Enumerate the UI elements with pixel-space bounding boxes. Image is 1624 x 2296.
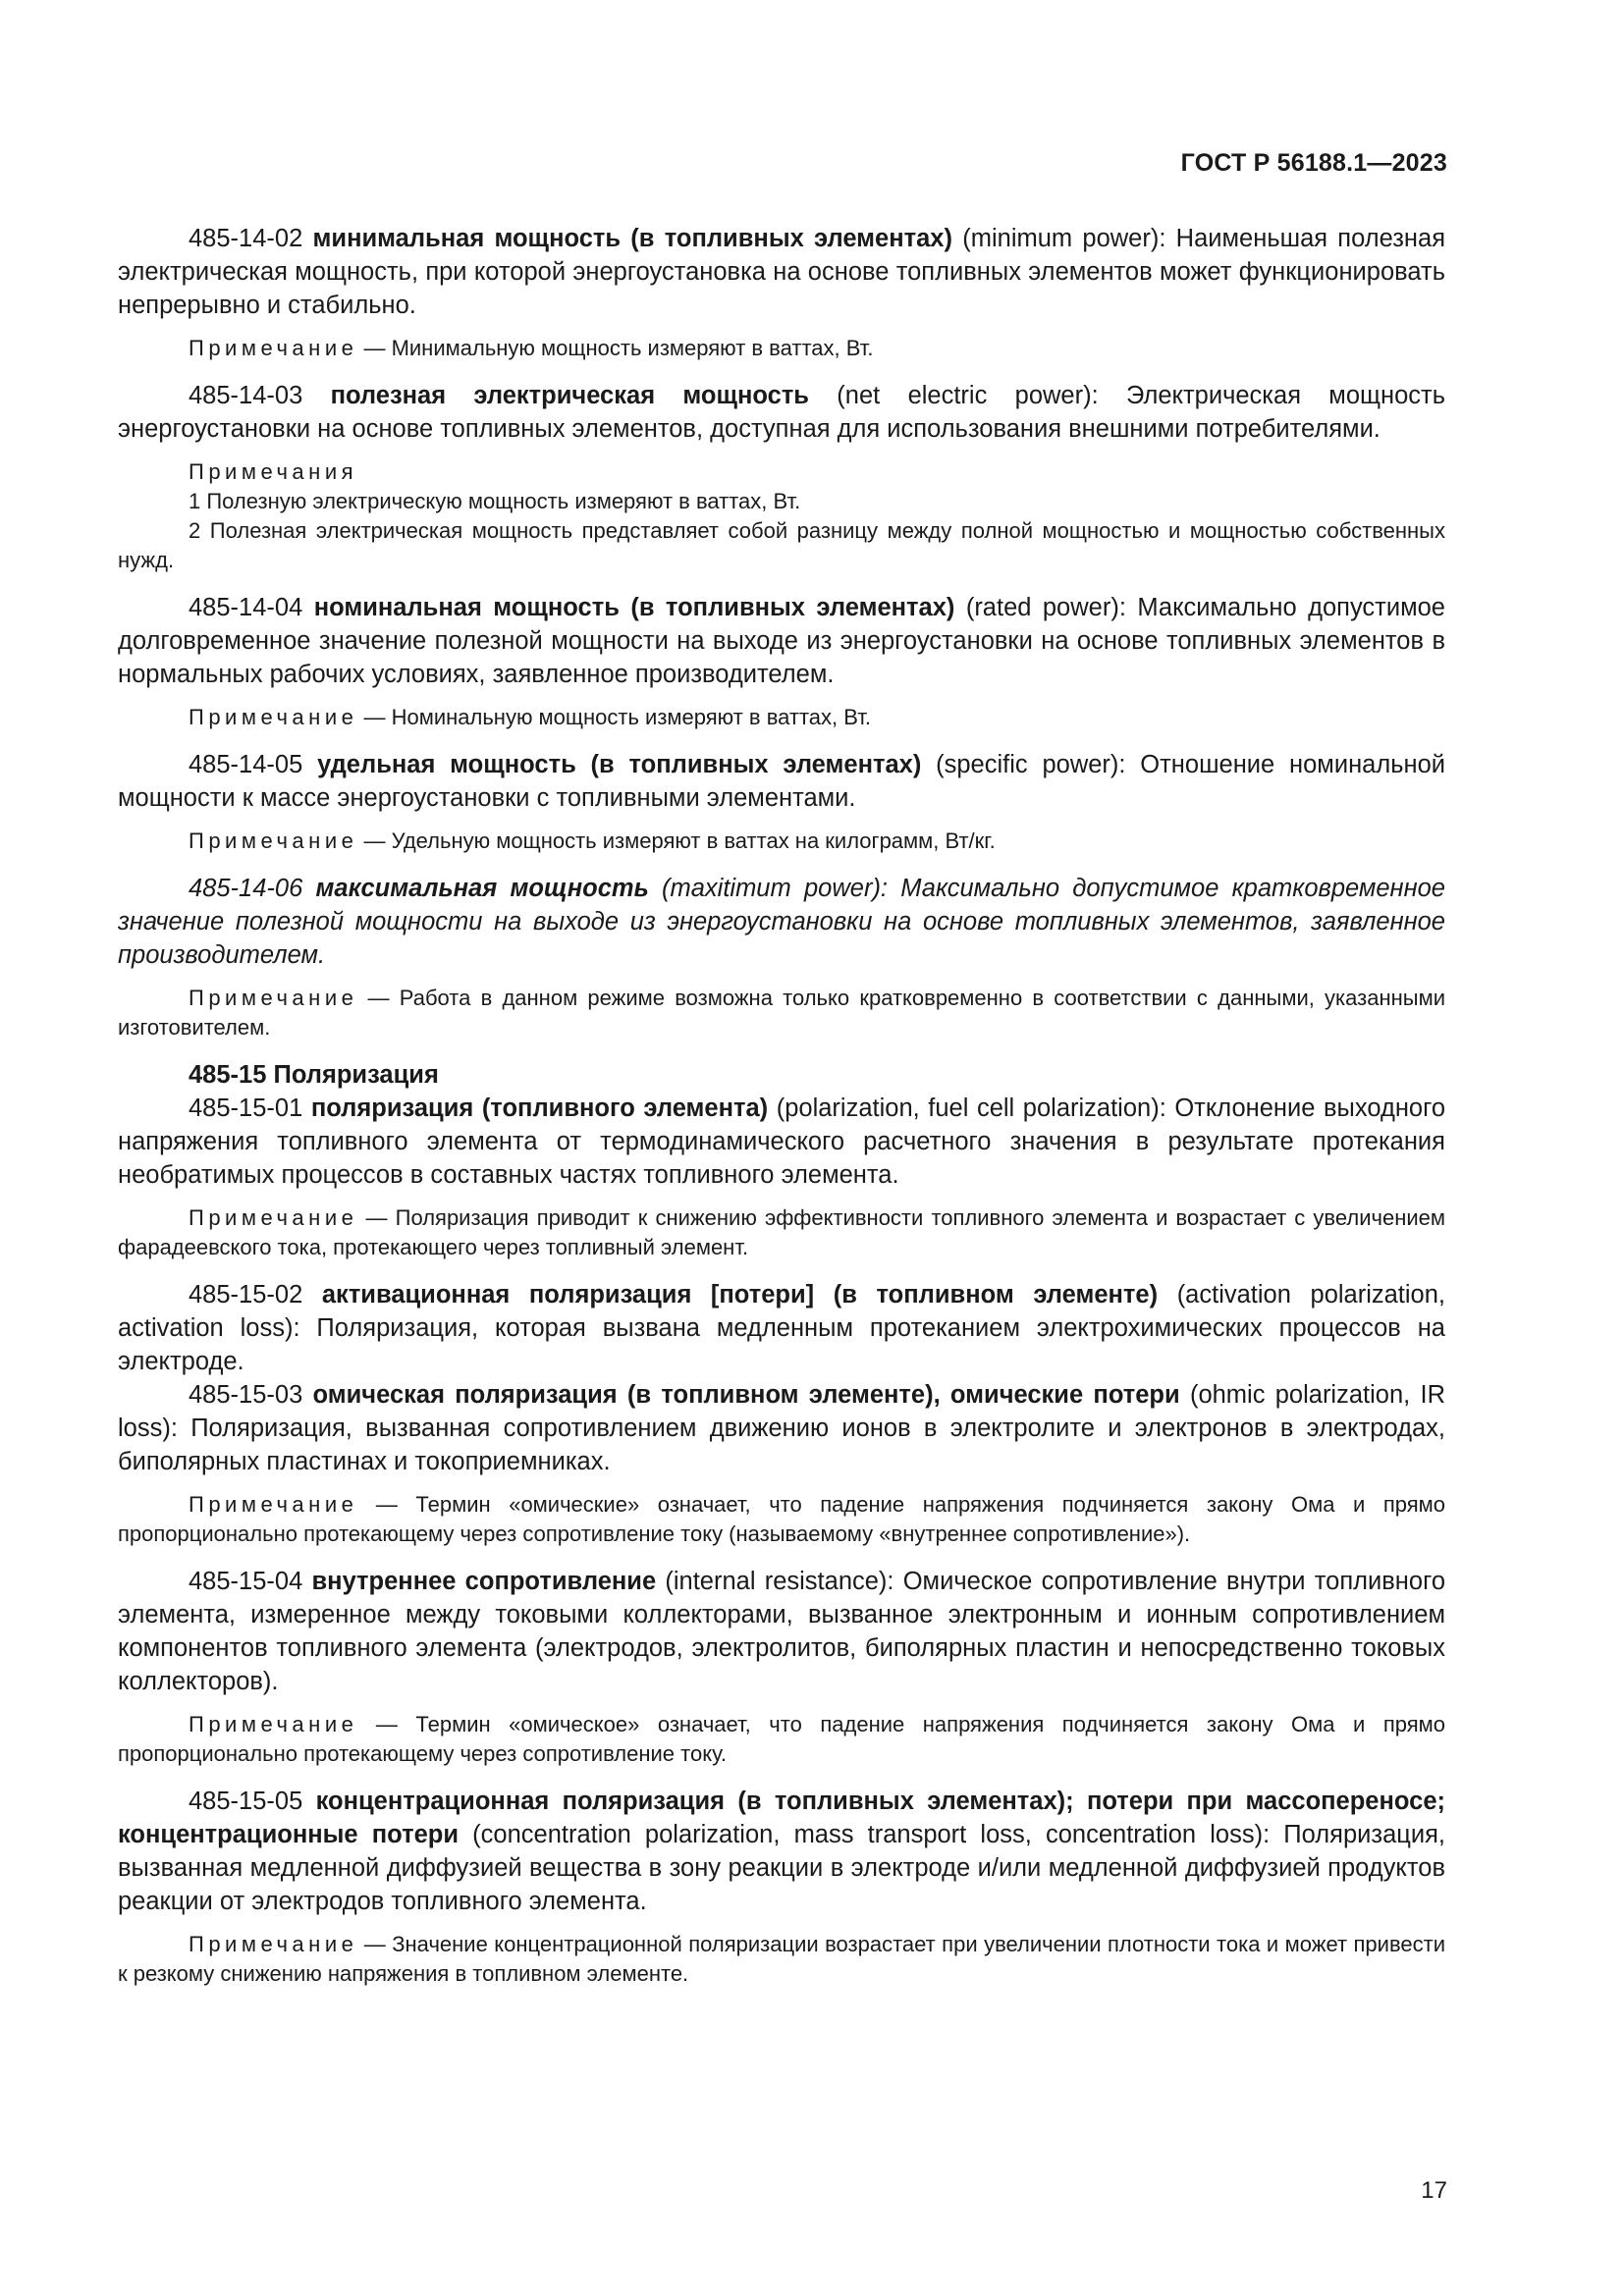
- term-code: 485-15-01: [189, 1095, 303, 1122]
- note: [118, 1710, 1445, 1769]
- term-name: максимальная мощность: [315, 875, 649, 902]
- page-content: [118, 222, 1445, 2004]
- document-id: ГОСТ Р 56188.1—2023: [1180, 149, 1447, 177]
- term-entry: [118, 1785, 1445, 1918]
- note-text: — Работа в данном режиме возможна только кратковременно в соответствии с данными, указанными изготовителем.: [118, 986, 1445, 1040]
- term-code: 485-15-02: [189, 1281, 303, 1308]
- term-name: удельная мощность (в топливных элементах): [317, 751, 922, 778]
- section-heading: 485-15 Поляризация: [189, 1061, 439, 1089]
- term-entry: [118, 379, 1445, 446]
- term-code: 485-15-03: [189, 1381, 303, 1409]
- term-definition: (polarization, fuel cell polarization): Отклонение выходного напряжения топливного элемента от термодинамического расчетного значения в результате протекания необратимых процессов в составных частях топливного элемента.: [118, 1095, 1446, 1189]
- term-entry: [118, 222, 1445, 322]
- term-code: 485-14-02: [189, 225, 303, 252]
- note-text: — Термин «омическое» означает, что падение напряжения подчиняется закону Ома и прямо пропорционально протекающему через сопротивление току.: [118, 1712, 1445, 1766]
- term-definition: (maxitimum power): Максимально допустимое кратковременное значение полезной мощности на выходе из энергоустановки на основе топливных элементов, заявленное производителем.: [118, 875, 1445, 969]
- note: [118, 703, 1445, 732]
- note: [118, 984, 1445, 1042]
- term-code: 485-14-03: [189, 382, 303, 409]
- note-label: Примечание: [189, 1492, 358, 1517]
- term-code: 485-14-04: [189, 594, 303, 621]
- note-text: — Номинальную мощность измеряют в ваттах, Вт.: [357, 705, 871, 729]
- term-entry: [118, 1092, 1445, 1192]
- term-definition: (activation polarization, activation loss): Поляризация, которая вызвана медленным протеканием электрохимических процессов на электроде.: [118, 1281, 1446, 1375]
- term-name: номинальная мощность (в топливных элементах): [313, 594, 955, 621]
- term-definition: (rated power): Максимально допустимое долговременное значение полезной мощности на выходе из энергоустановки на основе топливных элементов в нормальных рабочих условиях, заявленное производителем.: [118, 594, 1445, 688]
- note-text: — Удельную мощность измеряют в ваттах на килограмм, Вт/кг.: [357, 828, 996, 853]
- term-name: внутреннее сопротивление: [311, 1568, 657, 1595]
- term-entry: [118, 591, 1445, 691]
- term-entry: [118, 1565, 1445, 1698]
- term-code: 485-15-04: [189, 1568, 303, 1595]
- term-definition: (minimum power): Наименьшая полезная электрическая мощность, при которой энергоустановка на основе топливных элементов может функционировать непрерывно и стабильно.: [118, 225, 1446, 319]
- note-label: Примечание: [189, 705, 358, 729]
- term-definition: (specific power): Отношение номинальной мощности к массе энергоустановки с топливными элементами.: [118, 751, 1446, 812]
- term-code: 485-14-06: [189, 875, 303, 902]
- term-entry: [118, 1378, 1445, 1478]
- term-entry: [118, 748, 1445, 815]
- note-label: Примечание: [189, 1205, 358, 1230]
- term-name: концентрационная поляризация (в топливных элементах); потери при массопереносе; концентрационные потери: [118, 1788, 1445, 1848]
- note: [118, 334, 1445, 363]
- term-name: поляризация (топливного элемента): [310, 1095, 769, 1122]
- note: [118, 827, 1445, 856]
- note-label: Примечание: [189, 1932, 358, 1956]
- note-item: 2 Полезная электрическая мощность представляет собой разницу между полной мощностью и мощностью собственных нужд.: [118, 518, 1445, 572]
- note: [118, 1930, 1445, 1989]
- note-label: Примечание: [189, 1712, 358, 1736]
- term-entry: [118, 872, 1445, 972]
- notes-label: Примечания: [189, 459, 358, 484]
- note-item: 1 Полезную электрическую мощность измеряют в ваттах, Вт.: [189, 489, 801, 513]
- term-entry: [118, 1278, 1445, 1378]
- note-label: Примечание: [189, 986, 358, 1010]
- term-name: полезная электрическая мощность: [330, 382, 809, 409]
- note-text: — Термин «омические» означает, что падение напряжения подчиняется закону Ома и прямо пропорционально протекающему через сопротивление току (называемому «внутреннее сопротивление»).: [118, 1492, 1445, 1546]
- note-label: Примечание: [189, 828, 358, 853]
- term-definition: (internal resistance): Омическое сопротивление внутри топливного элемента, измеренное между токовыми коллекторами, вызванное электронным и ионным сопротивлением компонентов топливного элемента (электродов, электролитов, биполярных пластин и непосредственно токовых коллекторов).: [118, 1568, 1445, 1695]
- note-text: — Минимальную мощность измеряют в ваттах, Вт.: [357, 336, 874, 360]
- term-definition: (net electric power): Электрическая мощность энергоустановки на основе топливных элементов, доступная для использования внешними потребителями.: [118, 382, 1445, 443]
- page-number: 17: [1421, 2177, 1447, 2204]
- term-name: активационная поляризация [потери] (в топливном элементе): [321, 1281, 1159, 1308]
- term-code: 485-14-05: [189, 751, 303, 778]
- term-name: омическая поляризация (в топливном элементе), омические потери: [312, 1381, 1180, 1409]
- term-code: 485-15-05: [189, 1788, 303, 1815]
- term-name: минимальная мощность (в топливных элементах): [312, 225, 952, 252]
- note: [118, 1203, 1445, 1262]
- note-text: — Поляризация приводит к снижению эффективности топливного элемента и возрастает с увеличением фарадеевского тока, протекающего через топливный элемент.: [118, 1205, 1445, 1259]
- term-definition: (concentration polarization, mass transport loss, concentration loss): Поляризация, вызванная медленной диффузией вещества в зону реакции в электроде и/или медленной диффузией продуктов реакции от электродов топливного элемента.: [118, 1821, 1445, 1915]
- note-label: Примечание: [189, 336, 358, 360]
- note-text: — Значение концентрационной поляризации возрастает при увеличении плотности тока и может привести к резкому снижению напряжения в топливном элементе.: [118, 1932, 1445, 1986]
- term-definition: (ohmic polarization, IR loss): Поляризация, вызванная сопротивлением движению ионов в электролите и электронов в электродах, биполярных пластинах и токоприемниках.: [118, 1381, 1445, 1475]
- note: [118, 1490, 1445, 1549]
